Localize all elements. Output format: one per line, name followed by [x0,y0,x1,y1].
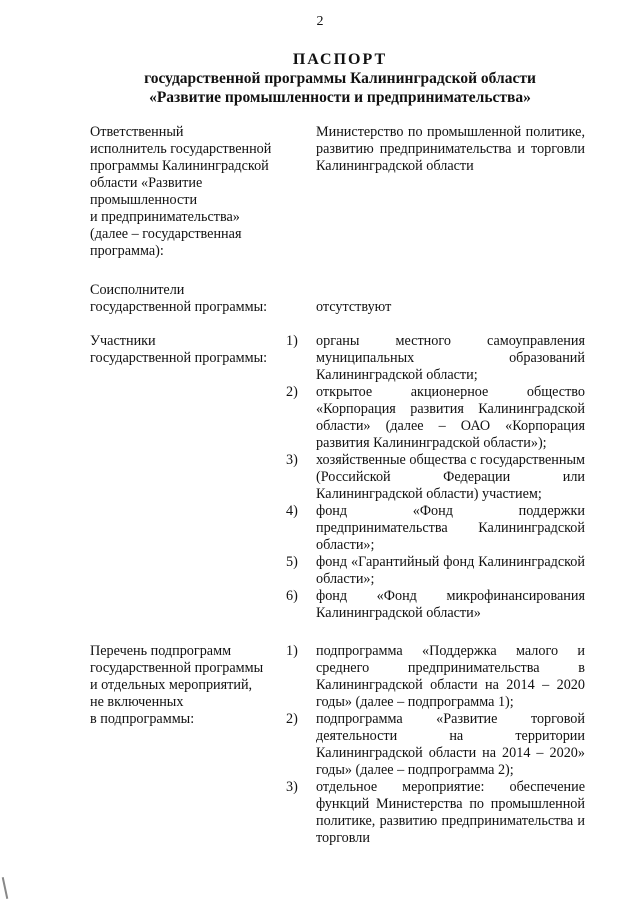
list-item: 2) открытое акционерное общество «Корпорация развития Калининградской области» (далее – ОАО «Корпорация развития Калининградской области»); [286,384,585,451]
participants-list [286,333,585,622]
row-value: Министерство по промышленной политике, развитию предпринимательства и торговли Калининградской области [316,124,585,174]
list-item: 2) подпрограмма «Развитие торговой деятельности на территории Калининградской области на 2014 – 2020» годы» (далее – подпрограмма 2); [286,711,585,778]
row-label: Соисполнители государственной программы: [90,282,268,315]
title-subtitle-line-2: «Развитие промышленности и предпринимательства» [149,89,531,106]
title-subtitle-line-1: государственной программы Калининградской области [144,70,536,87]
subprograms-list [286,643,585,847]
list-item: 1) органы местного самоуправления муниципальных образований Калининградской области; [286,333,585,383]
list-item: 1) подпрограмма «Поддержка малого и среднего предпринимательства в Калининградской области на 2014 – 2020 годы» (далее – подпрограмма 1); [286,643,585,710]
scan-artifact [2,877,9,899]
list-item: 6) фонд «Фонд микрофинансирования Калининградской области» [286,588,585,621]
list-item: 3) хозяйственные общества с государственным (Российской Федерации или Калининградской области) участием; [286,452,585,502]
row-label: Участники государственной программы: [90,333,268,366]
row-value: отсутствуют [316,299,392,315]
row-label: Ответственный исполнитель государственной программы Калининградской области «Развитие промышленности и предпринимательства» (далее – государственная программа): [90,124,272,259]
document-title [80,50,600,107]
list-item: 5) фонд «Гарантийный фонд Калининградской области»; [286,554,585,587]
title-main: ПАСПОРТ [292,51,388,68]
list-item: 4) фонд «Фонд поддержки предпринимательства Калининградской области»; [286,503,585,553]
row-label: Перечень подпрограмм государственной программы и отдельных мероприятий, не включенных в подпрограммы: [90,643,264,727]
list-item: 3) отдельное мероприятие: обеспечение функций Министерства по промышленной политике, развитию предпринимательства и торговли [286,779,585,846]
page-number: 2 [316,14,324,29]
